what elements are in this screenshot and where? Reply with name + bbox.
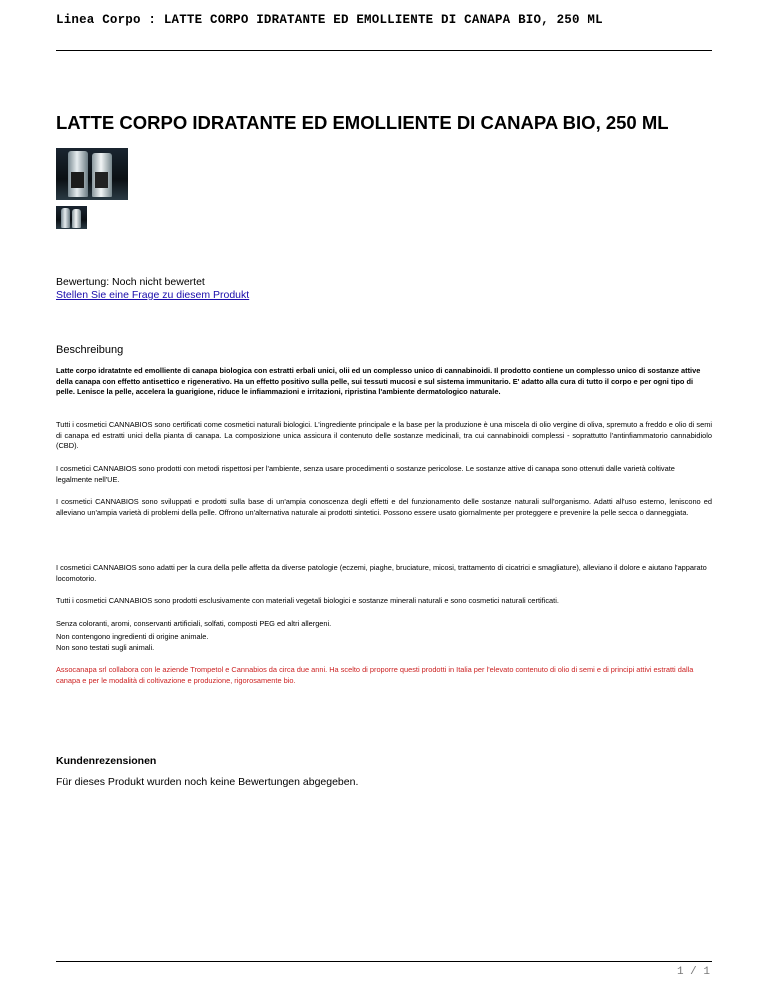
- assocanapa-note: Assocanapa srl collabora con le aziende Trompetol e Cannabios da circa due anni. Ha scelto di proporre questi prodotti in Italia per l'elevato contenuto di olio di semi e di principi attivi estratti dalla canapa e per le modalità di coltivazione e produzione, rigorosamente bio.: [56, 665, 694, 685]
- description-paragraph: I cosmetici CANNABIOS sono adatti per la cura della pelle affetta da diverse patologie (eczemi, piaghe, bruciature, micosi, trattamento di cicatrici e smagliature), alleviano il dolore e aiutano l'apparato locomotorio.: [56, 563, 707, 583]
- product-image[interactable]: [56, 148, 128, 200]
- product-title: LATTE CORPO IDRATANTE ED EMOLLIENTE DI CANAPA BIO, 250 ML: [56, 112, 669, 133]
- description-paragraph: Non sono testati sugli animali.: [56, 643, 155, 652]
- document-header-title: Linea Corpo : LATTE CORPO IDRATANTE ED EMOLLIENTE DI CANAPA BIO, 250 ML: [56, 13, 603, 27]
- rating-status: Bewertung: Noch nicht bewertet: [56, 276, 205, 288]
- page-indicator: 1 / 1: [676, 966, 710, 978]
- bottle-right-shape: [72, 209, 81, 228]
- description-paragraph: Senza coloranti, aromi, conservanti artificiali, solfati, composti PEG ed altri allergeni.: [56, 619, 332, 628]
- description-paragraph: Tutti i cosmetici CANNABIOS sono prodotti esclusivamente con materiali vegetali biologici e sostanze minerali naturali e sono cosmetici naturali certificati.: [56, 596, 559, 605]
- description-paragraph: Tutti i cosmetici CANNABIOS sono certificati come cosmetici naturali biologici. L'ingrediente principale e la base per la produzione è una miscela di olio vergine di oliva, spremuto a freddo e olio di semi di canapa ed estratti unici della pianta di canapa. La composizione unica assicura il contenuto delle sostanze medicinali, tra cui cannabinoidi complessi - soprattutto l'antinfiammatorio cannabidiolo (CBD).: [56, 420, 712, 450]
- description-paragraph: Non contengono ingredienti di origine animale.: [56, 632, 209, 641]
- reviews-heading: Kundenrezensionen: [56, 755, 157, 767]
- product-thumbnail[interactable]: [56, 206, 87, 229]
- bottle-label-shape: [71, 172, 84, 188]
- description-paragraph: I cosmetici CANNABIOS sono sviluppati e prodotti sulla base di un'ampia conoscenza degli effetti e del funzionamento delle sostanze naturali sull'organismo. Adatti all'uso esterno, leniscono ed alleviano un'ampia varietà di problemi della pelle. Offrono un'alternativa naturale ai prodotti sintetici. Possono essere usato giornalmente per proteggere e prevenire la pelle secca o danneggiata.: [56, 497, 712, 517]
- bottle-label-shape: [95, 172, 108, 188]
- bottle-left-shape: [61, 208, 70, 228]
- reviews-empty-message: Für dieses Produkt wurden noch keine Bewertungen abgegeben.: [56, 776, 359, 788]
- description-paragraph: I cosmetici CANNABIOS sono prodotti con metodi rispettosi per l'ambiente, senza usare procedimenti o sostanze pericolose. Le sostanze attive di canapa sono ottenuti dalle varietà coltivate legalmente nell'UE.: [56, 464, 675, 484]
- header-divider: [56, 50, 712, 51]
- ask-question-link[interactable]: Stellen Sie eine Frage zu diesem Produkt: [56, 289, 250, 301]
- description-heading: Beschreibung: [56, 344, 124, 356]
- footer-divider: [56, 961, 712, 962]
- description-intro: Latte corpo idratatnte ed emolliente di canapa biologica con estratti erbali unici, olii ed un complesso unico di cannabinoidi. Il prodotto contiene un complesso unico di sostanze attive della canapa con effetto antisettico e rigenerativo. Ha un effetto positivo sulla pelle, sui tessuti mucosi e sul sistema immunitario. E' adatto alla cura di tutto il corpo e per ogni tipo di pelle. Lenisce la pelle, accelera la guarigione, riduce le infiammazioni e irritazioni, ripristina l'ambiente dermatologico naturale.: [56, 366, 701, 396]
